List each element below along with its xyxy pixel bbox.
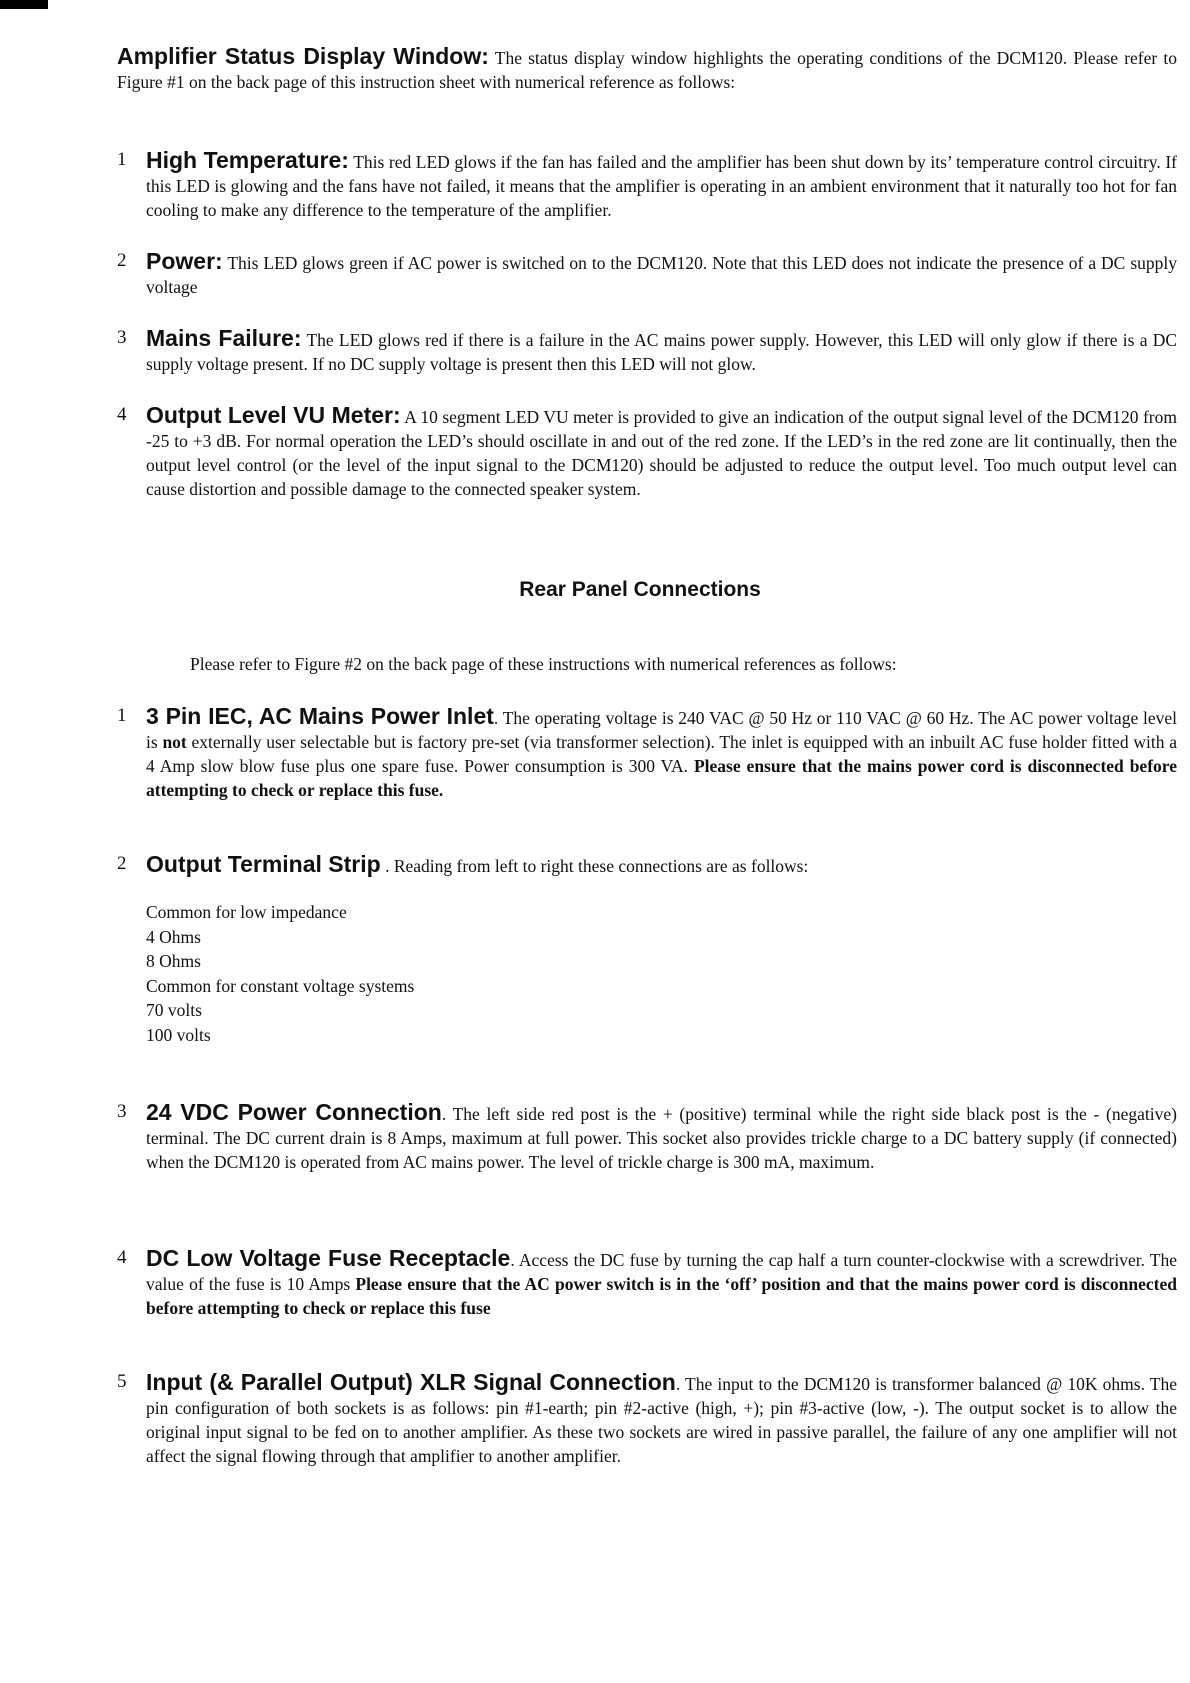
item-number: 4 (117, 1247, 127, 1268)
item-number: 3 (117, 327, 127, 348)
item-text: This LED glows green if AC power is switched on to the DCM120. Note that this LED does not indicate the presence of a DC supply voltage (146, 253, 1177, 297)
item-text: . The operating voltage is 240 VAC @ 50 Hz or 110 VAC @ 60 Hz. The AC power voltage level is (146, 708, 1177, 752)
rear-item-xlr-signal-connection (117, 1370, 1177, 1468)
item-emphasis: not (162, 732, 187, 752)
item-heading: Mains Failure (146, 325, 294, 351)
item-heading: DC Low Voltage Fuse Receptacle (146, 1245, 511, 1271)
status-window-section (117, 44, 1177, 94)
item-heading: Input (& Parallel Output) XLR Signal Connection (146, 1369, 676, 1395)
rear-panel-title: Rear Panel Connections (519, 578, 761, 601)
item-text: . Access the DC fuse by turning the cap half a turn counter-clockwise with a screwdriver. The value of the fuse is 10 Amps (146, 1250, 1177, 1294)
item-number: 5 (117, 1371, 127, 1392)
status-item-power (117, 249, 1177, 299)
item-separator: : (293, 325, 302, 351)
status-window-heading: Amplifier Status Display Window: (117, 43, 489, 69)
item-heading: 24 VDC Power Connection (146, 1099, 442, 1125)
scan-corner-mark (0, 0, 48, 9)
item-number: 3 (117, 1101, 127, 1122)
list-item: 70 volts (146, 1000, 202, 1020)
item-text-continued: externally user selectable but is factory pre-set (via transformer selection). The inlet is equipped with an inbuilt AC fuse holder fitted with a 4 Amp slow blow fuse plus one spare fuse. Power consumption is 300 VA. (146, 732, 1177, 776)
item-number: 1 (117, 705, 127, 726)
item-warning-note: Please ensure that the mains power cord is disconnected before attempting to check or replace this fuse. (146, 756, 1177, 800)
list-item: 8 Ohms (146, 951, 201, 971)
list-item: Common for low impedance (146, 902, 347, 922)
item-separator: : (215, 248, 223, 274)
item-separator: : (341, 147, 349, 173)
item-text: . Reading from left to right these connections are as follows: (380, 856, 809, 876)
rear-item-24vdc-connection (117, 1100, 1177, 1174)
item-number: 2 (117, 250, 127, 271)
status-item-vu-meter (117, 403, 1177, 501)
item-heading: 3 Pin IEC, AC Mains Power Inlet (146, 703, 494, 729)
rear-item-output-terminal-strip (117, 852, 1177, 878)
item-separator: : (393, 402, 401, 428)
item-number: 1 (117, 149, 127, 170)
rear-item-dc-fuse-receptacle (117, 1246, 1177, 1320)
item-text: The LED glows red if there is a failure in the AC mains power supply. However, this LED will only glow if there is a DC supply voltage present. If no DC supply voltage is present then this LED will not glow. (146, 330, 1178, 374)
item-number: 4 (117, 404, 127, 425)
terminal-connections-list (146, 900, 414, 1047)
item-number: 2 (117, 853, 127, 874)
item-heading: High Temperature (146, 147, 342, 173)
item-text: A 10 segment LED VU meter is provided to give an indication of the output signal level of the DCM120 from -25 to +3 dB. For normal operation the LED’s should oscillate in and out of the red zone. If the LED’s in the red zone are lit continually, then the output level control (or the level of the input signal to the DCM120) should be adjusted to reduce the output level. Too much output level can cause distortion and possible damage to the connected speaker system. (146, 407, 1177, 499)
item-text: This red LED glows if the fan has failed and the amplifier has been shut down by its’ temperature control circuitry. If this LED is glowing and the fans have not failed, it means that the amplifier is operating in an ambient environment that it naturally too hot for fan cooling to make any difference to the temperature of the amplifier. (146, 152, 1177, 220)
item-heading: Power (146, 248, 216, 274)
item-heading: Output Terminal Strip (146, 851, 381, 877)
rear-item-iec-inlet (117, 704, 1177, 802)
rear-panel-intro: Please refer to Figure #2 on the back page of these instructions with numerical references as follows: (190, 654, 897, 674)
status-item-high-temperature (117, 148, 1177, 222)
item-warning-note: Please ensure that the AC power switch is in the ‘off’ position and that the mains power cord is disconnected before attempting to check or replace this fuse (146, 1274, 1177, 1318)
status-item-mains-failure (117, 326, 1177, 376)
list-item: Common for constant voltage systems (146, 975, 415, 996)
list-item: 4 Ohms (146, 926, 201, 947)
status-window-text: The status display window highlights the operating conditions of the DCM120. Please refer to Figure #1 on the back page of this instruction sheet with numerical reference as follows: (117, 48, 1177, 92)
list-item: 100 volts (146, 1024, 211, 1045)
item-heading: Output Level VU Meter (146, 402, 393, 428)
item-text: . The left side red post is the + (positive) terminal while the right side black post is the - (negative) terminal. The DC current drain is 8 Amps, maximum at full power. This socket also provides trickle charge to a DC battery supply (if connected) when the DCM120 is operated from AC mains power. The level of trickle charge is 300 mA, maximum. (146, 1104, 1177, 1172)
item-text: . The input to the DCM120 is transformer balanced @ 10K ohms. The pin configuration of both sockets is as follows: pin #1-earth; pin #2-active (high, +); pin #3-active (low, -). The output socket is to allow the original input signal to be fed on to another amplifier. As these two sockets are wired in passive parallel, the failure of any one amplifier will not affect the signal flowing through that amplifier to another amplifier. (146, 1374, 1177, 1466)
